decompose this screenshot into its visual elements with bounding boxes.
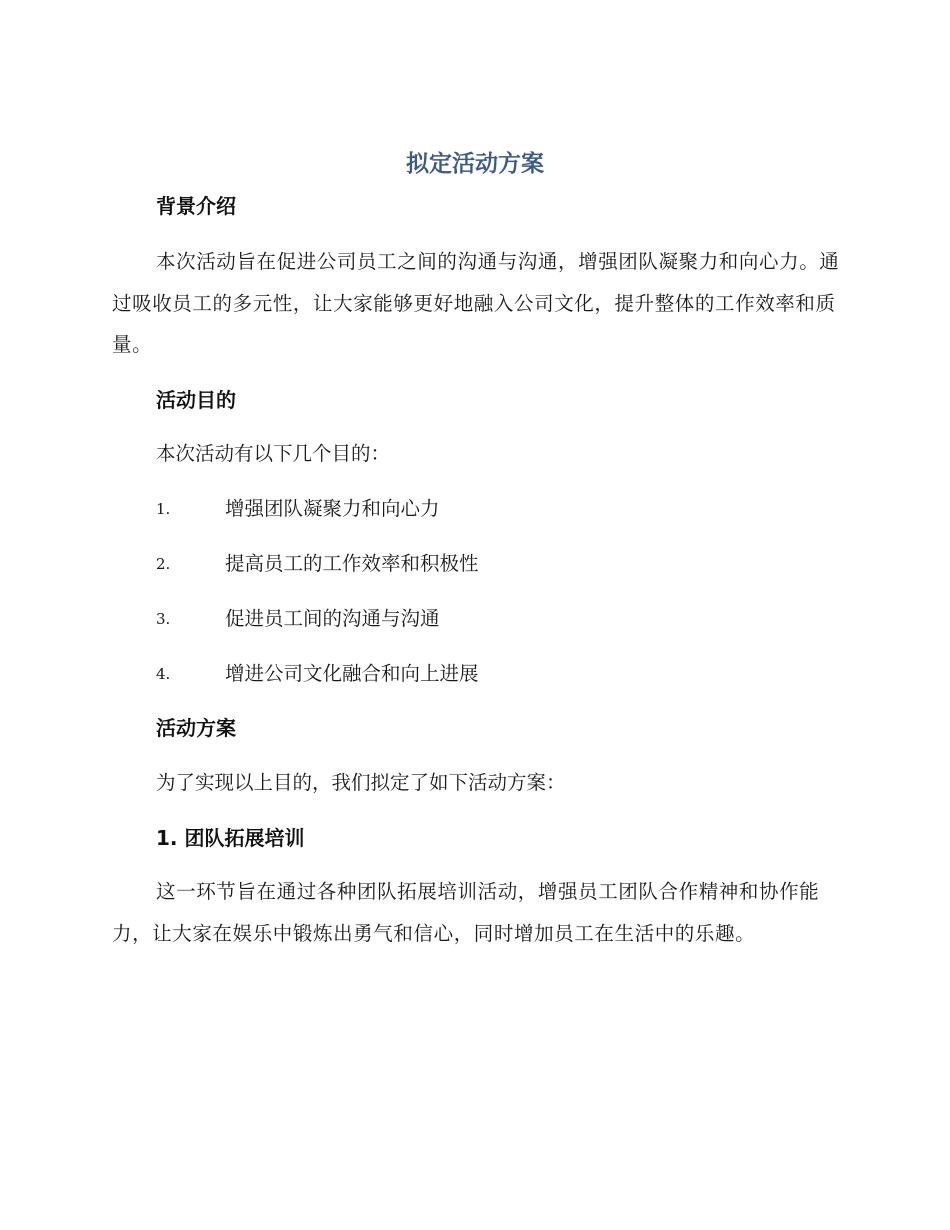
objectives-intro: 本次活动有以下几个目的： [156, 442, 391, 465]
section-heading-background: 背景介绍 [156, 194, 236, 218]
list-text: 增强团队凝聚力和向心力 [225, 497, 440, 520]
list-text: 提高员工的工作效率和积极性 [225, 552, 479, 575]
list-number: 3. [156, 610, 171, 628]
list-number: 4. [156, 665, 171, 683]
section-heading-objectives: 活动目的 [156, 388, 236, 412]
team-training-paragraph: 这一环节旨在通过各种团队拓展培训活动，增强员工团队合作精神和协作能力，让大家在娱乐中锻炼出勇气和信心，同时增加员工在生活中的乐趣。 [112, 880, 820, 945]
subheading-team-training: 1. 团队拓展培训 [156, 826, 305, 850]
list-text: 促进员工间的沟通与沟通 [225, 607, 440, 630]
list-number: 1. [156, 500, 171, 518]
list-number: 2. [156, 555, 171, 573]
background-paragraph: 本次活动旨在促进公司员工之间的沟通与沟通，增强团队凝聚力和向心力。通过吸收员工的多元性，让大家能够更好地融入公司文化，提升整体的工作效率和质量。 [112, 250, 840, 356]
list-text: 增进公司文化融合和向上进展 [225, 662, 479, 685]
plan-intro: 为了实现以上目的，我们拟定了如下活动方案： [156, 771, 566, 794]
document-title: 拟定活动方案 [406, 151, 544, 177]
section-heading-plan: 活动方案 [156, 716, 236, 740]
